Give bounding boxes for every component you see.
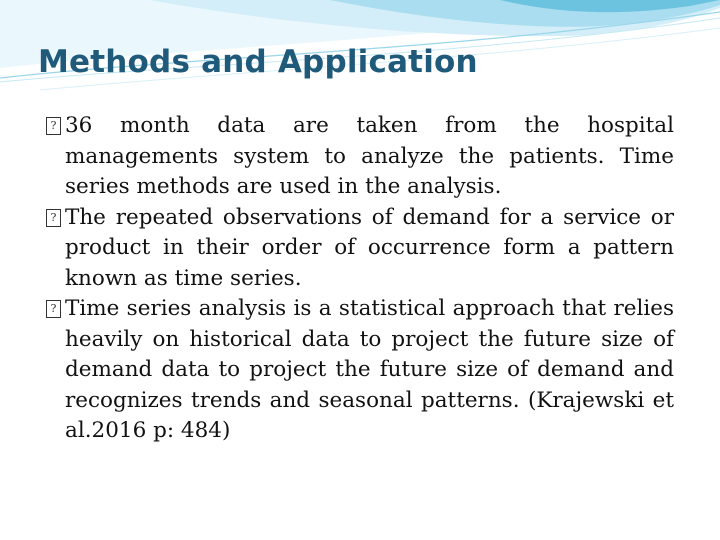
bullet-box-icon: ? [46, 117, 61, 135]
bullet-item [46, 294, 674, 447]
bullet-item [46, 111, 674, 203]
bullet-text: The repeated observations of demand for a service or product in their order of occurrence form a pattern known as time series. [65, 204, 674, 291]
bullet-item [46, 203, 674, 295]
bullet-box-icon: ? [46, 300, 61, 318]
bullet-text: Time series analysis is a statistical approach that relies heavily on historical data to project the future size of demand data to project the future size of demand and recognizes trends and seasonal patterns. (Krajewski et al.2016 p: 484) [65, 296, 674, 443]
bullet-box-icon: ? [46, 209, 61, 227]
bullet-list [46, 111, 674, 447]
bullet-text: 36 month data are taken from the hospital managements system to analyze the patients. Time series methods are used in the analysis. [65, 113, 674, 199]
slide-title: Methods and Application [38, 44, 478, 80]
